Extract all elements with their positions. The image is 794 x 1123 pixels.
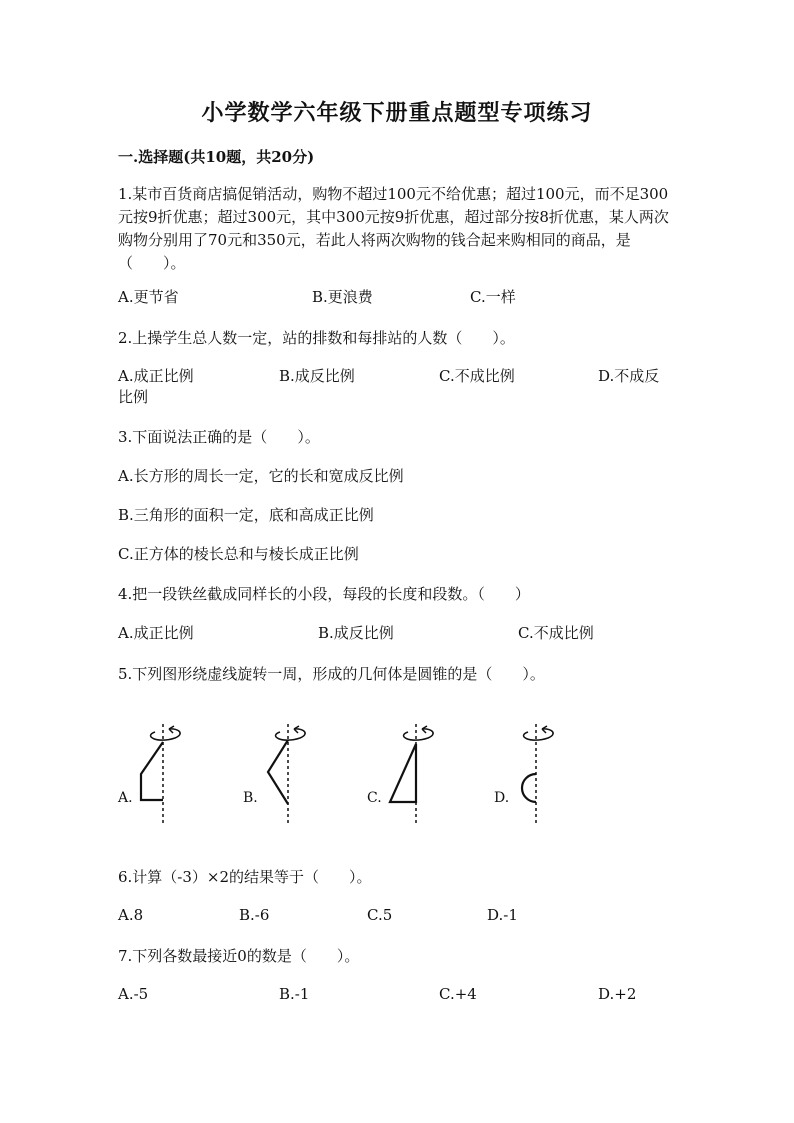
- question-5-stem: 5.下列图形绕虚线旋转一周，形成的几何体是圆锥的是（ ）。: [118, 665, 545, 683]
- q4-option-b[interactable]: B.成反比例: [318, 624, 394, 642]
- q7-option-a[interactable]: A.-5: [118, 985, 149, 1003]
- q7-option-b[interactable]: B.-1: [279, 985, 310, 1003]
- q6-option-c[interactable]: C.5: [367, 906, 393, 924]
- q6-option-b[interactable]: B.-6: [239, 906, 270, 924]
- q5-figure-c[interactable]: [380, 718, 450, 828]
- q5-figure-d[interactable]: [508, 718, 568, 828]
- q6-option-d[interactable]: D.-1: [487, 906, 518, 924]
- page-title: 小学数学六年级下册重点题型专项练习: [201, 100, 593, 126]
- question-3-stem: 3.下面说法正确的是（ ）。: [118, 428, 320, 446]
- q5-option-a-label[interactable]: A.: [118, 790, 133, 806]
- q5-option-b-label[interactable]: B.: [243, 790, 258, 806]
- question-1-stem: 1.某市百货商店搞促销活动，购物不超过100元不给优惠；超过100元，而不足300元按9折优惠；超过300元，其中300元按9折优惠，超过部分按8折优惠，某人两次购物分别用了70元和350元，若此人将两次购物的钱合起来购相同的商品，是（ ）。: [118, 185, 669, 272]
- q2-option-c[interactable]: C.不成比例: [439, 367, 515, 385]
- question-7-stem: 7.下列各数最接近0的数是（ ）。: [118, 947, 360, 965]
- q2-option-a[interactable]: A.成正比例: [118, 367, 194, 385]
- q1-option-a[interactable]: A.更节省: [118, 288, 179, 306]
- question-2-stem: 2.上操学生总人数一定，站的排数和每排站的人数（ ）。: [118, 329, 515, 347]
- q2-option-b[interactable]: B.成反比例: [279, 367, 355, 385]
- q7-option-d[interactable]: D.+2: [598, 985, 637, 1003]
- q3-option-c[interactable]: C.正方体的棱长总和与棱长成正比例: [118, 545, 359, 563]
- q2-option-d[interactable]: D.不成反比例: [118, 367, 660, 406]
- q5-figure-a[interactable]: [135, 718, 195, 828]
- q6-option-a[interactable]: A.8: [118, 906, 144, 924]
- q1-option-c[interactable]: C.一样: [470, 288, 516, 306]
- q7-option-c[interactable]: C.+4: [439, 985, 477, 1003]
- q1-option-b[interactable]: B.更浪费: [312, 288, 373, 306]
- q5-option-d-label[interactable]: D.: [494, 790, 510, 806]
- question-4-stem: 4.把一段铁丝截成同样长的小段，每段的长度和段数。（ ）: [118, 585, 530, 603]
- q3-option-b[interactable]: B.三角形的面积一定，底和高成正比例: [118, 506, 374, 524]
- q5-figure-b[interactable]: [262, 718, 322, 828]
- q4-option-c[interactable]: C.不成比例: [518, 624, 594, 642]
- q4-option-a[interactable]: A.成正比例: [118, 624, 194, 642]
- q5-option-c-label[interactable]: C.: [367, 790, 382, 806]
- section-heading: 一.选择题(共10题，共20分): [118, 148, 315, 166]
- question-6-stem: 6.计算（-3）×2的结果等于（ ）。: [118, 868, 372, 886]
- q3-option-a[interactable]: A.长方形的周长一定，它的长和宽成反比例: [118, 467, 404, 485]
